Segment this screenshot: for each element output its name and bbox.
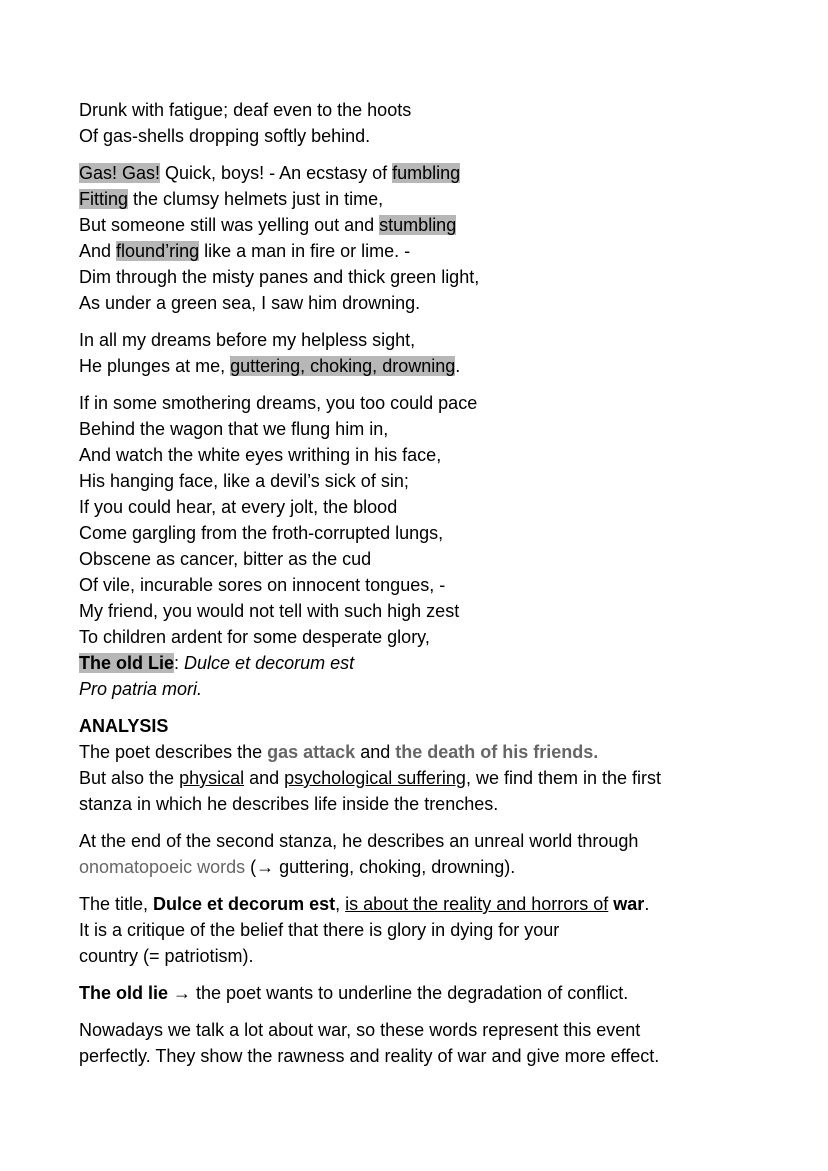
analysis-paragraph-4 bbox=[79, 980, 799, 1006]
underlined-text: is about the reality and horrors of bbox=[345, 894, 609, 914]
paragraph-line: country (= patriotism). bbox=[79, 946, 254, 966]
text-run: , we find them in the first bbox=[465, 768, 662, 788]
bold-text: The old lie bbox=[79, 983, 169, 1003]
poem-line: His hanging face, like a devil’s sick of sin; bbox=[79, 471, 409, 491]
text-run: But also the bbox=[79, 768, 180, 788]
text-run: and bbox=[355, 742, 396, 762]
emphasis: the death of his friends bbox=[395, 742, 594, 762]
paragraph-line: Nowadays we talk a lot about war, so these words represent this event bbox=[79, 1020, 641, 1040]
poem-line: Dim through the misty panes and thick green light, bbox=[79, 267, 480, 287]
poem-line: My friend, you would not tell with such high zest bbox=[79, 601, 460, 621]
italic-text: Dulce et decorum est bbox=[184, 653, 355, 673]
text-run: The poet describes the bbox=[79, 742, 268, 762]
analysis-paragraph-2 bbox=[79, 828, 799, 880]
paragraph-line bbox=[79, 854, 799, 880]
underlined-text: psychological suffering bbox=[284, 768, 466, 788]
grey-text: onomatopoeic words bbox=[79, 857, 246, 877]
poem-line: Drunk with fatigue; deaf even to the hoots bbox=[79, 100, 412, 120]
analysis-heading: ANALYSIS bbox=[79, 716, 169, 736]
poem-stanza-2 bbox=[79, 160, 799, 316]
highlight: The old Lie bbox=[79, 653, 175, 673]
poem-line: In all my dreams before my helpless sight, bbox=[79, 330, 416, 350]
analysis-paragraph-1 bbox=[79, 739, 799, 817]
bold-text: Dulce et decorum est bbox=[153, 894, 336, 914]
underlined-text: physical bbox=[179, 768, 245, 788]
poem-line bbox=[79, 238, 799, 264]
text-run: (→ guttering, choking, drowning). bbox=[245, 857, 516, 877]
poem-line bbox=[79, 650, 799, 676]
highlight: Fitting bbox=[79, 189, 129, 209]
text-run: The title, bbox=[79, 894, 154, 914]
text-run: like a man in fire or lime. - bbox=[199, 241, 411, 261]
poem-line bbox=[79, 212, 799, 238]
highlight: Gas! Gas! bbox=[79, 163, 161, 183]
paragraph-line: perfectly. They show the rawness and reality of war and give more effect. bbox=[79, 1046, 660, 1066]
document-content bbox=[79, 97, 799, 1080]
poem-line: If you could hear, at every jolt, the blood bbox=[79, 497, 398, 517]
text-run: the clumsy helmets just in time, bbox=[128, 189, 384, 209]
text-run: and bbox=[244, 768, 285, 788]
paragraph-line bbox=[79, 765, 799, 791]
analysis-section bbox=[79, 713, 799, 1069]
poem-line: If in some smothering dreams, you too could pace bbox=[79, 393, 478, 413]
poem-line: Obscene as cancer, bitter as the cud bbox=[79, 549, 372, 569]
analysis-paragraph-5 bbox=[79, 1017, 799, 1069]
bold-text: war bbox=[613, 894, 645, 914]
poem-line: Pro patria mori. bbox=[79, 679, 203, 699]
paragraph-line: At the end of the second stanza, he describes an unreal world through bbox=[79, 831, 639, 851]
poem-stanza-1 bbox=[79, 97, 799, 149]
paragraph-line bbox=[79, 980, 799, 1006]
text-run: . bbox=[644, 894, 650, 914]
text-run: And bbox=[79, 241, 117, 261]
highlight: flound’ring bbox=[116, 241, 200, 261]
paragraph-line: stanza in which he describes life inside the trenches. bbox=[79, 794, 499, 814]
paragraph-line bbox=[79, 739, 799, 765]
emphasis: gas attack bbox=[267, 742, 356, 762]
highlight: guttering, choking, drowning bbox=[230, 356, 456, 376]
text-run: Quick, boys! - An ecstasy of bbox=[160, 163, 393, 183]
highlight: fumbling bbox=[392, 163, 461, 183]
text-run: . bbox=[455, 356, 461, 376]
poem-line bbox=[79, 353, 799, 379]
poem-line bbox=[79, 160, 799, 186]
poem-line: As under a green sea, I saw him drowning. bbox=[79, 293, 421, 313]
poem-stanza-3 bbox=[79, 327, 799, 379]
text-run: → the poet wants to underline the degradation of conflict. bbox=[168, 983, 629, 1003]
highlight: stumbling bbox=[379, 215, 457, 235]
text-run: . bbox=[593, 742, 599, 762]
text-run: , bbox=[335, 894, 346, 914]
poem-line: Of vile, incurable sores on innocent tongues, - bbox=[79, 575, 446, 595]
text-run: He plunges at me, bbox=[79, 356, 231, 376]
poem-line: To children ardent for some desperate glory, bbox=[79, 627, 430, 647]
poem-line: Come gargling from the froth-corrupted lungs, bbox=[79, 523, 444, 543]
poem-line: Behind the wagon that we flung him in, bbox=[79, 419, 389, 439]
text-run: : bbox=[174, 653, 185, 673]
text-run: But someone still was yelling out and bbox=[79, 215, 380, 235]
poem-line: Of gas-shells dropping softly behind. bbox=[79, 126, 371, 146]
paragraph-line bbox=[79, 891, 799, 917]
poem-line: And watch the white eyes writhing in his face, bbox=[79, 445, 442, 465]
poem-stanza-4 bbox=[79, 390, 799, 702]
poem-line bbox=[79, 186, 799, 212]
paragraph-line: It is a critique of the belief that there is glory in dying for your bbox=[79, 920, 560, 940]
analysis-paragraph-3 bbox=[79, 891, 799, 969]
